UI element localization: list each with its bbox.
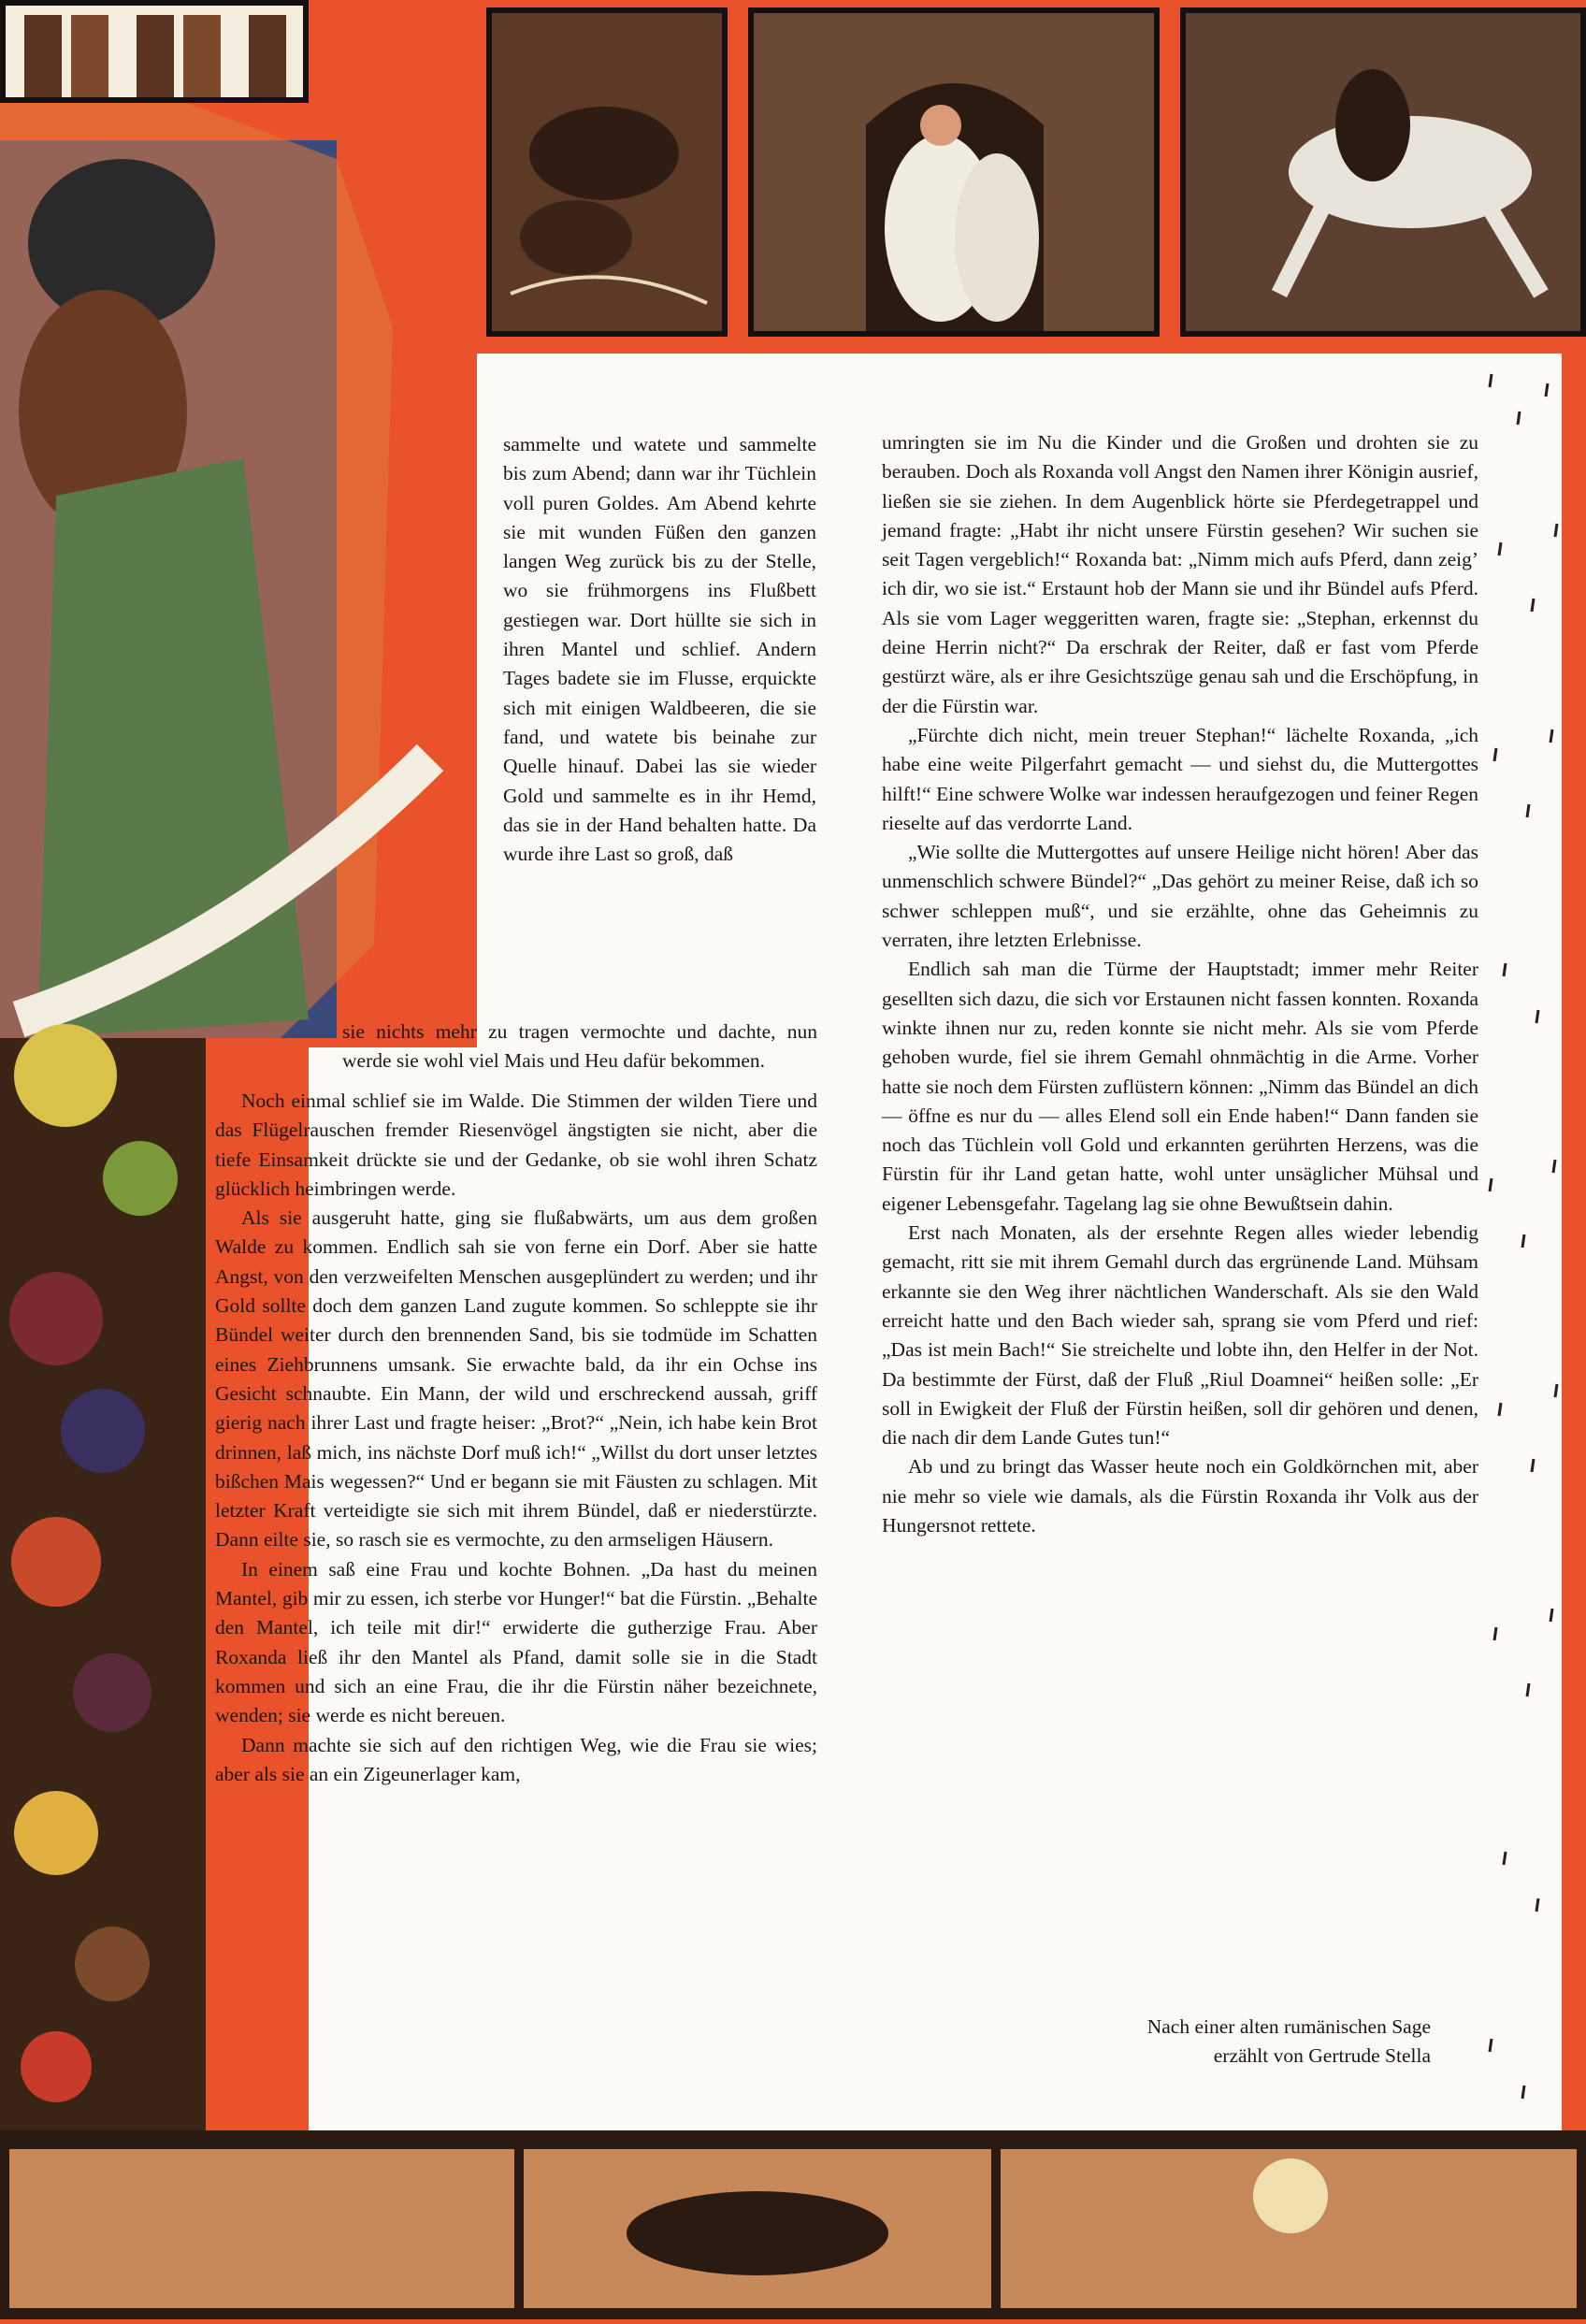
source-credit: [991, 2013, 1431, 2071]
text-column-right: [882, 428, 1478, 1540]
paragraph: „Wie sollte die Muttergottes auf unsere Heilige nicht hören! Aber das unmenschlich schwere Bündel?“ „Das gehört zu meiner Reise, daß ich so schwer schleppen muß“, und sie erzählte, ohne das Geheimnis zu verraten, ihre letzten Erlebnisse.: [882, 841, 1478, 952]
rider-on-horse-panel: [1180, 7, 1586, 337]
ornate-letters-banner: [0, 0, 309, 103]
paragraph: Ab und zu bringt das Wasser heute noch ein Goldkörnchen mit, aber nie mehr so viele wie damals, als die Fürstin Roxanda ihr Volk aus der Hungersnot rettete.: [882, 1455, 1478, 1537]
paragraph: umringten sie im Nu die Kinder und die Großen und drohten sie zu berauben. Doch als Roxanda voll Angst den Namen ihrer Königin ausrief, ließen sie sie ziehen. In dem Augenblick hörte sie Pferdegetrappel und jemand fragte: „Habt ihr nicht unsere Fürstin gesehen? Wir suchen sie seit Tagen vergeblich!“ Roxanda bat: „Nimm mich aufs Pferd, dann zeig’ ich dir, wo sie ist.“ Erstaunt hob der Mann sie und ihr Bündel aufs Pferd. Als sie vom Lager weggeritten waren, fragte sie: „Stephan, erkennst du deine Herrin nicht?“ Da erschrak der Reiter, daß er fast vom Pferde gestürzt wäre, als er ihre Gesichtszüge genau sah und die Erschöpfung, in der die Fürstin war.: [882, 431, 1478, 717]
oxen-scene-panel: [486, 7, 728, 337]
credit-line: erzählt von Gertrude Stella: [1213, 2044, 1431, 2067]
bottom-illustration-strip: [0, 2130, 1586, 2319]
paragraph: sie nichts mehr zu tragen vermochte und dachte, nun werde sie wohl viel Mais und Heu dafür bekommen.: [342, 1020, 817, 1073]
paragraph: sammelte und watete und sammelte bis zum Abend; dann war ihr Tüchlein voll puren Goldes. Am Abend kehrte sie mit wunden Füßen den ganzen langen Weg zurück bis zu der Stelle, wo sie frühmorgens ins Flußbett gestiegen war. Dort hüllte sie sich in ihren Mantel und schlief. Andern Tages badete sie im Flusse, erquickte sich mit einigen Waldbeeren, die sie fand, und watete bis beinahe zur Quelle hinauf. Dabei las sie wieder Gold und sammelte es in ihr Hemd, das sie in der Hand behalten hatte. Da wurde ihre Last so groß, daß: [503, 433, 816, 866]
paragraph: In einem saß eine Frau und kochte Bohnen. „Da hast du meinen Mantel, gib mir zu essen, ich sterbe vor Hunger!“ bat die Fürstin. „Behalte den Mantel, ich teile mit dir!“ erwiderte die gutherzige Frau. Aber Roxanda ließ ihr den Mantel als Pfand, damit solle sie in die Stadt kommen und sich an eine Frau, die ihr die Fürstin näher bezeichnete, wenden; sie werde es nicht bereuen.: [215, 1557, 817, 1727]
paragraph: „Fürchte dich nicht, mein treuer Stephan!“ lächelte Roxanda, „ich habe eine weite Pilgerfahrt gemacht — und siehst du, die Muttergottes hilft!“ Eine schwere Wolke war indessen heraufgezogen und feiner Regen rieselte auf das verdorrte Land.: [882, 723, 1478, 834]
village-well-strip: [9, 2149, 514, 2308]
text-column-b: [342, 1018, 817, 1076]
paragraph: Erst nach Monaten, als der ersehnte Regen alles wieder lebendig gemacht, ritt sie mit ihrem Gemahl durch das ergrünende Land. Mühsam erkannte sie den Weg ihrer nächtlichen Wanderschaft. Als sie den Wald erreicht hatte und den Bach wieder sah, sprang sie vom Pferd und rief: „Das ist mein Bach!“ Sie streichelte und lobte ihn, den Helfer in der Not. Da bestimmte der Fürst, daß der Fluß „Riul Doamnei“ heißen solle: „Er soll in Ewigkeit der Fluß der Fürstin heißen, soll dir gehören und denen, die nach dir dem Lande Gutes tun!“: [882, 1221, 1478, 1450]
woman-at-window-panel: [748, 7, 1160, 337]
credit-line: Nach einer alten rumänischen Sage: [1146, 2015, 1431, 2038]
rain-streaks: [1482, 355, 1566, 2132]
paragraph: Noch einmal schlief sie im Walde. Die Stimmen der wilden Tiere und das Flügelrauschen fremder Riesenvögel ängstigten sie nicht, aber die tiefe Einsamkeit drückte sie und der Gedanke, ob sie wohl ihren Schatz glücklich heimbringen werde.: [215, 1090, 817, 1200]
text-column-c: [215, 1087, 817, 1789]
text-column-a: [503, 430, 816, 869]
paragraph: Endlich sah man die Türme der Hauptstadt; immer mehr Reiter gesellten sich dazu, die sich vor Erstaunen nicht fassen konnten. Roxanda winkte ihnen nur zu, reden konnte sie nicht mehr. Als sie vom Pferde gehoben wurde, fiel sie ihrem Gemahl ohnmächtig in die Arme. Vorher hatte sie noch dem Fürsten zuflüstern können: „Nimm das Bündel an dich — öffne es nur du — alles Elend soll ein Ende haben!“ Dann fanden sie noch das Tüchlein voll Gold und erkannten gerührten Herzens, was die Fürstin für ihr Land getan hatte, wohl unter unsäglicher Mühsal und eigener Lebensgefahr. Tagelang lag sie ohne Bewußtsein dahin.: [882, 958, 1478, 1215]
paragraph: Als sie ausgeruht hatte, ging sie flußabwärts, um aus dem großen Walde zu kommen. Endlich sah sie von ferne ein Dorf. Aber sie hatte Angst, von den verzweifelten Menschen ausgeplündert zu werden; und ihr Gold sollte doch dem ganzen Land zugute kommen. So schleppte sie ihr Bündel weiter durch den brennenden Sand, bis sie todmüde im Schatten eines Ziehbrunnens umsank. Sie erwachte bald, da ihr ein Ochse ins Gesicht schnaubte. Ein Mann, der wild und erschreckend aussah, griff gierig nach ihrer Last und fragte heiser: „Brot?“ „Nein, ich habe kein Brot drinnen, laß mich, ins nächste Dorf muß ich!“ „Willst du dort unser letztes bißchen Mais wegessen?“ Und er begann sie mit Fäusten zu schlagen. Mit letzter Kraft verteidigte sie sich mit ihrem Bündel, daß er niederstürzte. Dann eilte sie, so rasch sie es vermochte, zu den armseligen Häusern.: [215, 1206, 817, 1552]
paragraph: Dann machte sie sich auf den richtigen Weg, wie die Frau sie wies; aber als sie an ein Zigeunerlager kam,: [215, 1733, 817, 1785]
